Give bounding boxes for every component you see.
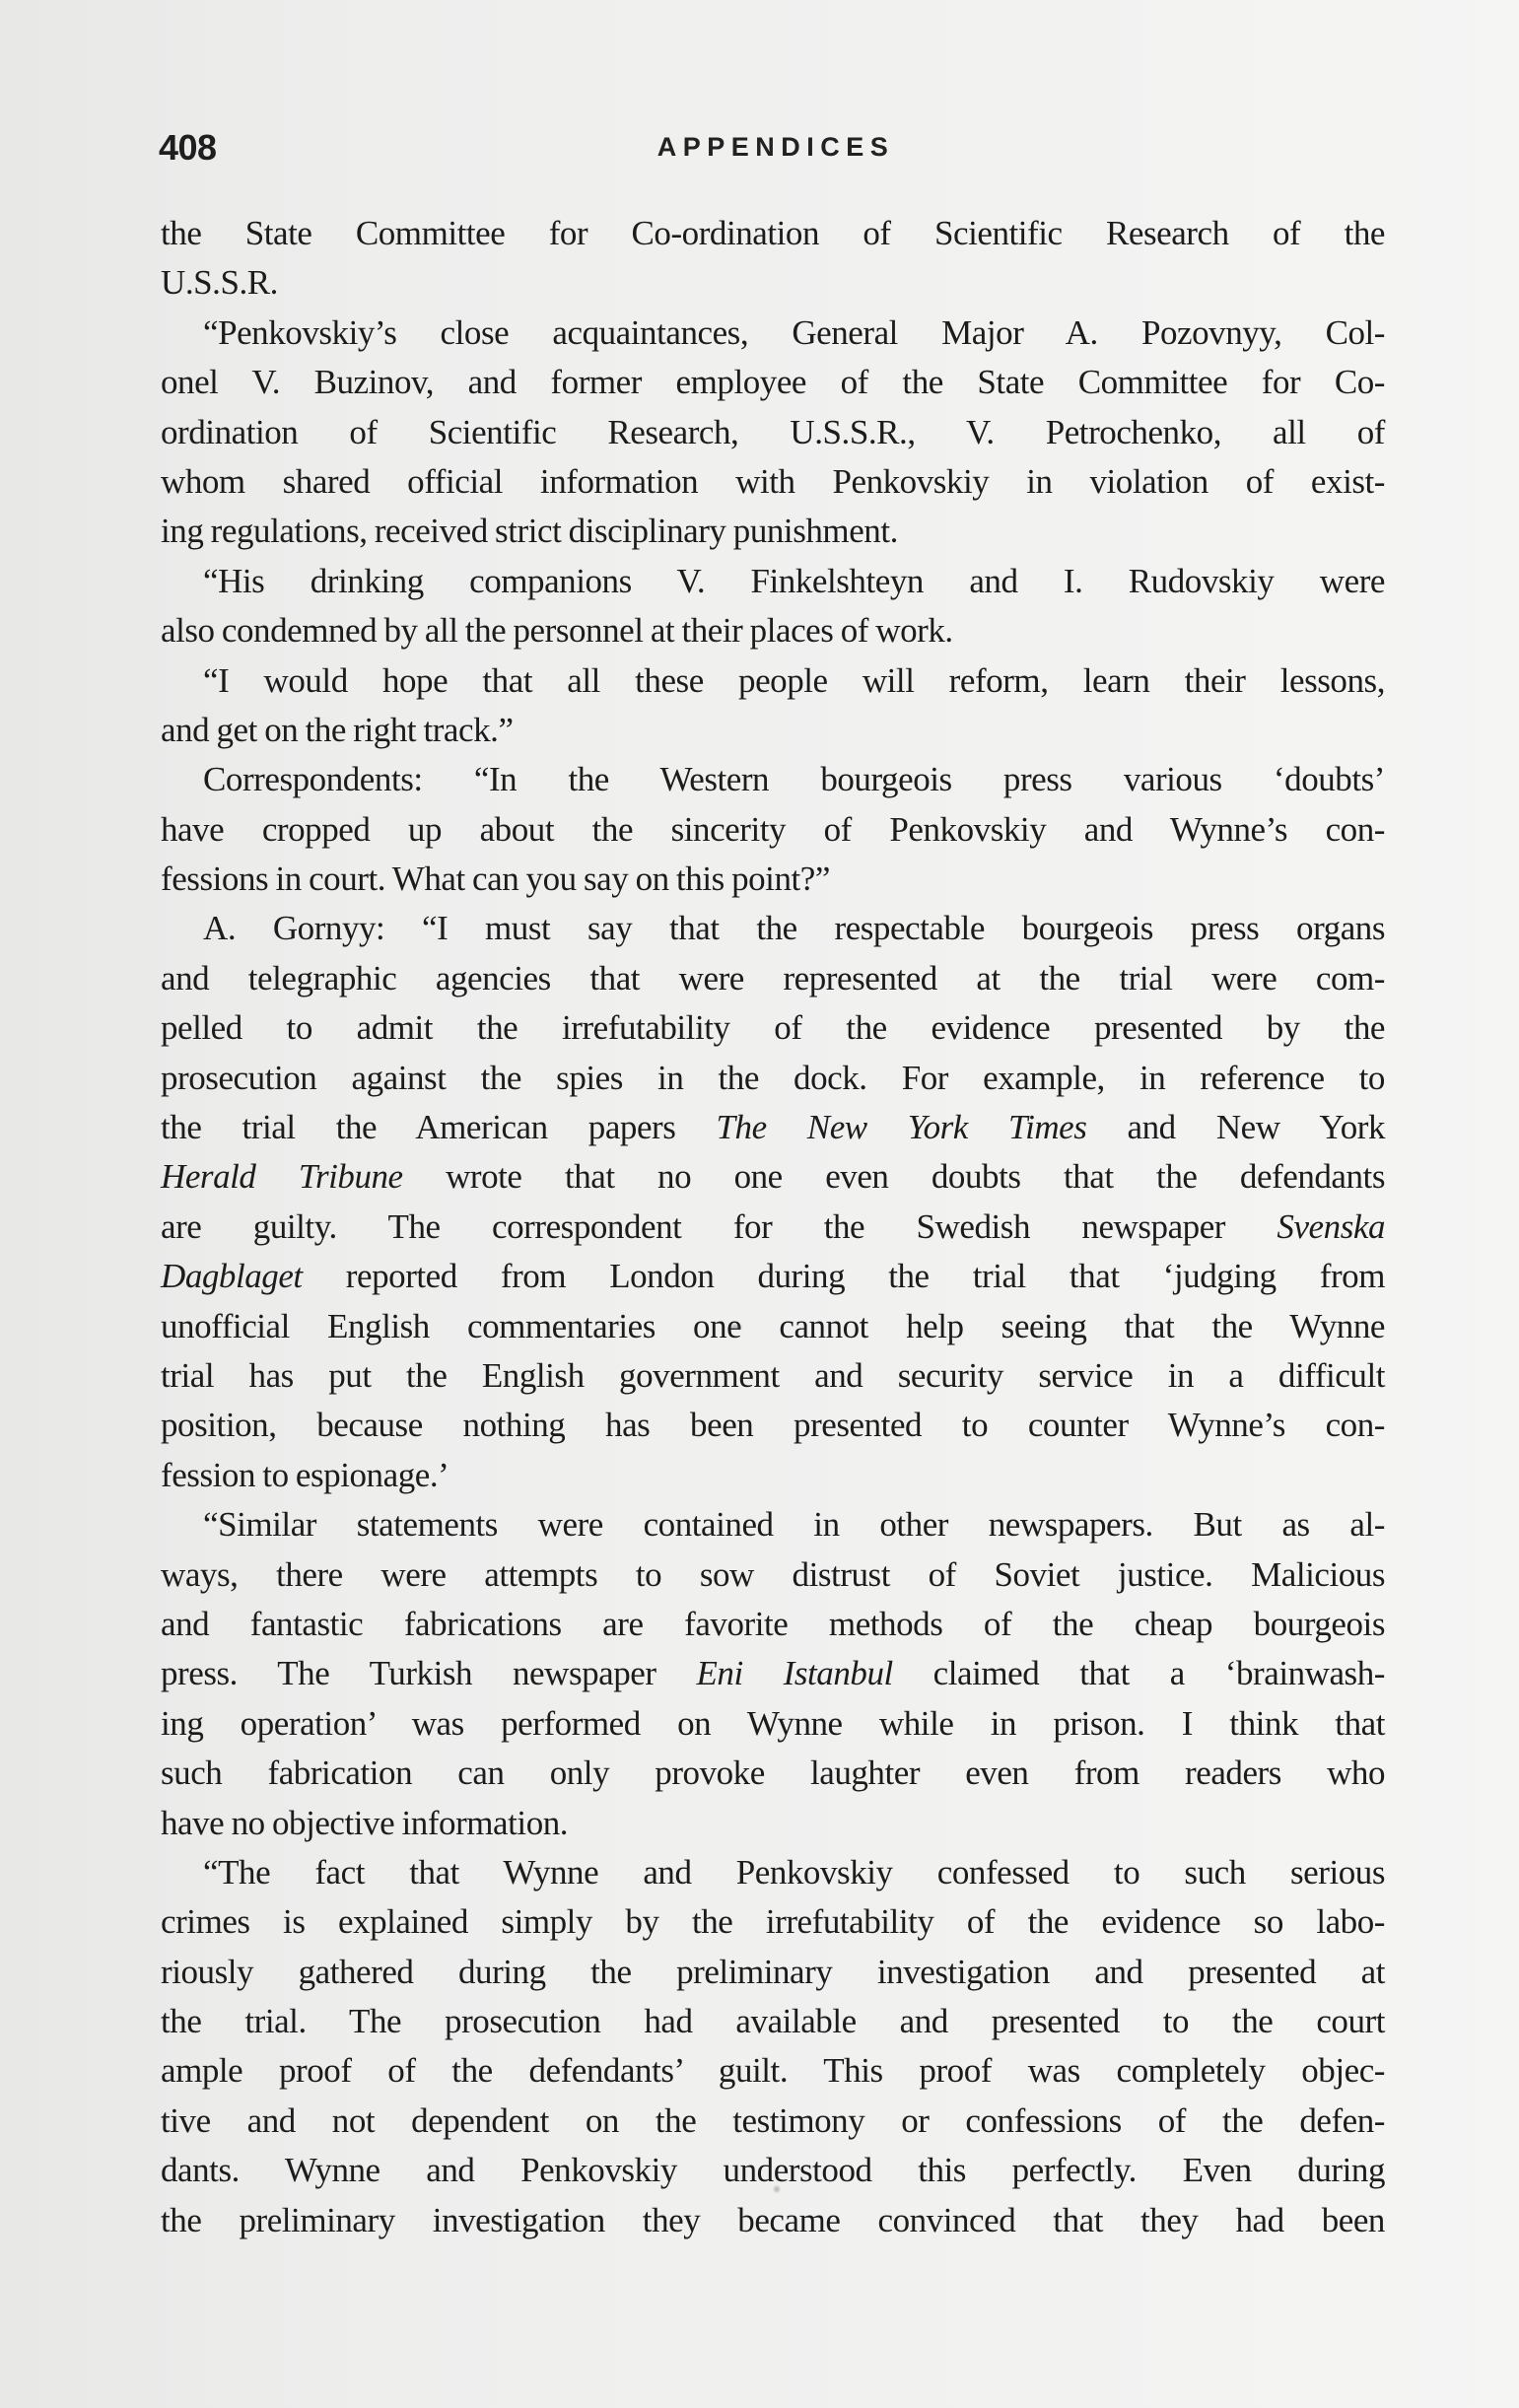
paragraph xyxy=(161,755,1385,904)
paragraph xyxy=(161,656,1385,756)
text-segment: Correspondents: “In the Western bourgeois press various ‘doubts’ xyxy=(203,760,1385,799)
text-line xyxy=(161,1003,1385,1053)
text-line xyxy=(161,606,1385,655)
text-segment: “Similar statements were contained in other newspapers. But as al- xyxy=(203,1505,1385,1545)
text-segment: ample proof of the defendants’ guilt. This proof was completely objec- xyxy=(161,2051,1385,2091)
text-line xyxy=(161,2046,1385,2096)
text-segment: have no objective information. xyxy=(161,1803,569,1842)
text-segment: “His drinking companions V. Finkelshteyn and I. Rudovskiy were xyxy=(203,561,1385,600)
text-segment: crimes is explained simply by the irrefutability of the evidence so labo- xyxy=(161,1902,1385,1942)
body-text xyxy=(161,209,1385,2245)
text-line xyxy=(161,1302,1385,1351)
text-segment: the State Committee for Co-ordination of Scientific Research of the xyxy=(161,214,1385,252)
text-segment: and New York xyxy=(1086,1108,1385,1147)
text-segment: ordination of Scientific Research, U.S.S.R., V. Petrochenko, all of xyxy=(161,412,1385,451)
running-head-title: APPENDICES xyxy=(656,132,895,162)
text-line xyxy=(161,656,1385,706)
text-segment: have cropped up about the sincerity of Penkovskiy and Wynne’s con- xyxy=(161,809,1385,849)
text-line xyxy=(161,1897,1385,1947)
text-line xyxy=(161,557,1385,606)
text-line xyxy=(161,1401,1385,1450)
text-segment: ing operation’ was performed on Wynne while in prison. I think that xyxy=(161,1703,1385,1743)
text-segment: A. Gornyy: “I must say that the respectable bourgeois press organs xyxy=(203,909,1385,948)
text-segment: reported from London during the trial that ‘judging from xyxy=(302,1257,1385,1296)
print-smudge xyxy=(731,1325,741,1329)
text-line xyxy=(161,1649,1385,1698)
italic-title: The New York Times xyxy=(716,1108,1087,1147)
text-line xyxy=(161,209,1385,258)
paragraph xyxy=(161,1500,1385,1848)
italic-title: Dagblaget xyxy=(161,1257,303,1296)
text-segment: ways, there were attempts to sow distrust of Soviet justice. Malicious xyxy=(161,1554,1385,1594)
text-segment: fessions in court. What can you say on this point?” xyxy=(161,860,830,899)
text-line xyxy=(161,1054,1385,1103)
italic-title: Eni Istanbul xyxy=(696,1654,893,1693)
text-segment: ing regulations, received strict disciplinary punishment. xyxy=(161,512,898,551)
paragraph xyxy=(161,904,1385,1500)
text-segment: trial has put the English government and security service in a difficult xyxy=(161,1355,1385,1395)
text-line xyxy=(161,954,1385,1003)
running-head xyxy=(161,126,1385,170)
text-segment: claimed that a ‘brainwash- xyxy=(892,1654,1385,1693)
text-line xyxy=(161,1500,1385,1549)
text-segment: “Penkovskiy’s close acquaintances, General Major A. Pozovnyy, Col- xyxy=(203,312,1385,352)
text-segment: press. The Turkish newspaper xyxy=(161,1654,697,1693)
text-line xyxy=(161,1351,1385,1401)
text-line xyxy=(161,507,1385,556)
italic-title: Svenska xyxy=(1277,1206,1385,1246)
text-segment: also condemned by all the personnel at their places of work. xyxy=(161,611,953,651)
text-segment: and fantastic fabrications are favorite methods of the cheap bourgeois xyxy=(161,1604,1385,1643)
text-segment: fession to espionage.’ xyxy=(161,1455,449,1494)
text-line xyxy=(161,2196,1385,2245)
text-line xyxy=(161,408,1385,457)
text-line xyxy=(161,1252,1385,1301)
text-segment: whom shared official information with Penkovskiy in violation of exist- xyxy=(161,461,1385,501)
paragraph xyxy=(161,1848,1385,2245)
text-segment: such fabrication can only provoke laughter even from readers who xyxy=(161,1754,1385,1793)
text-segment: and telegraphic agencies that were represented at the trial were com- xyxy=(161,958,1385,998)
text-line xyxy=(161,904,1385,953)
text-segment: position, because nothing has been presented to counter Wynne’s con- xyxy=(161,1406,1385,1445)
text-line xyxy=(161,1152,1385,1202)
text-segment: tive and not dependent on the testimony or confessions of the defen- xyxy=(161,2100,1385,2140)
text-segment: “The fact that Wynne and Penkovskiy confessed to such serious xyxy=(203,1852,1385,1892)
text-segment: the trial. The prosecution had available and presented to the court xyxy=(161,2002,1385,2041)
paragraph xyxy=(161,557,1385,656)
text-segment: wrote that no one even doubts that the defendants xyxy=(402,1157,1385,1197)
text-line xyxy=(161,1550,1385,1600)
text-line xyxy=(161,457,1385,507)
text-line xyxy=(161,1203,1385,1252)
text-line xyxy=(161,755,1385,804)
text-line xyxy=(161,1699,1385,1749)
text-segment: riously gathered during the preliminary investigation and presented at xyxy=(161,1952,1385,1991)
text-segment: “I would hope that all these people will reform, learn their lessons, xyxy=(203,660,1385,700)
text-line xyxy=(161,309,1385,358)
text-line xyxy=(161,1600,1385,1649)
text-line xyxy=(161,855,1385,904)
text-line xyxy=(161,1749,1385,1798)
text-line xyxy=(161,358,1385,407)
paragraph xyxy=(161,209,1385,309)
text-line xyxy=(161,2097,1385,2146)
text-segment: onel V. Buzinov, and former employee of the State Committee for Co- xyxy=(161,363,1385,402)
text-segment: unofficial English commentaries one cannot help seeing that the Wynne xyxy=(161,1306,1385,1345)
text-segment: and get on the right track.” xyxy=(161,710,514,749)
text-line xyxy=(161,805,1385,855)
text-segment: U.S.S.R. xyxy=(161,263,278,303)
paragraph xyxy=(161,309,1385,557)
text-line xyxy=(161,1451,1385,1500)
text-line xyxy=(161,1848,1385,1897)
text-segment: pelled to admit the irrefutability of the evidence presented by the xyxy=(161,1008,1385,1048)
text-segment: the trial the American papers xyxy=(161,1108,717,1147)
text-line xyxy=(161,1997,1385,2046)
text-segment: prosecution against the spies in the dock. For example, in reference to xyxy=(161,1058,1385,1097)
text-line xyxy=(161,1103,1385,1152)
print-smudge xyxy=(774,2186,780,2192)
text-segment: the preliminary investigation they became convinced that they had been xyxy=(161,2200,1385,2239)
text-line xyxy=(161,258,1385,308)
text-line xyxy=(161,706,1385,755)
italic-title: Herald Tribune xyxy=(161,1157,403,1197)
text-line xyxy=(161,2146,1385,2195)
text-segment: are guilty. The correspondent for the Swedish newspaper xyxy=(161,1206,1277,1246)
text-line xyxy=(161,1948,1385,1997)
text-line xyxy=(161,1799,1385,1848)
text-segment: dants. Wynne and Penkovskiy understood this perfectly. Even during xyxy=(161,2151,1385,2190)
page-number: 408 xyxy=(159,127,217,168)
